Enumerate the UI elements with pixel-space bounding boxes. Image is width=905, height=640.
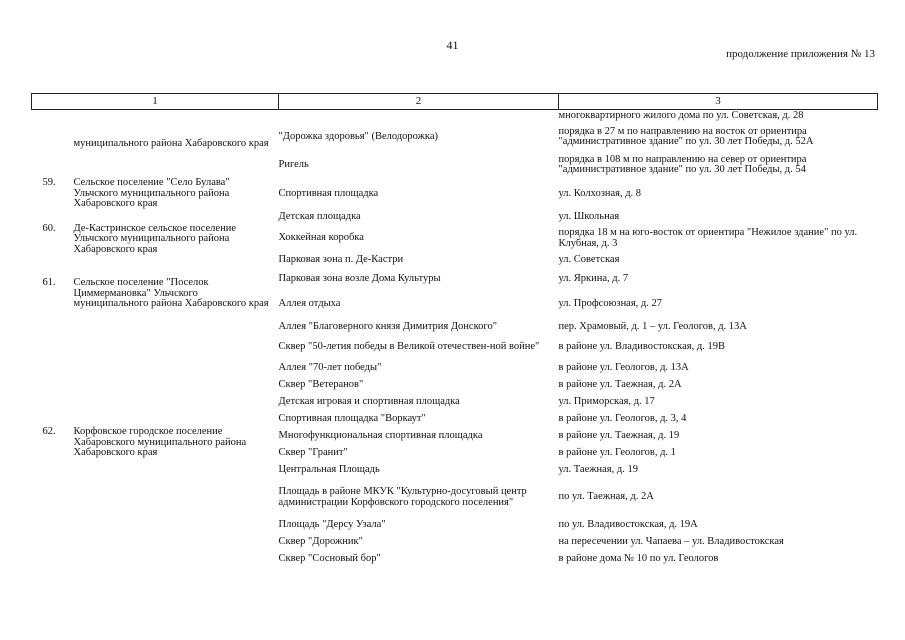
continuation-label: продолжение приложения № 13 <box>726 48 875 60</box>
settlement-name: Сельское поселение "Поселок Циммермановка" Ульчского муниципального района Хабаровского края <box>73 277 269 310</box>
row-number: 61. <box>42 277 56 289</box>
object-name: Спортивная площадка <box>278 187 379 199</box>
page-number: 41 <box>446 38 459 52</box>
object-address: ул. Профсоюзная, д. 27 <box>558 297 663 309</box>
object-address: ул. Школьная <box>558 211 620 223</box>
table-header-row <box>32 94 878 110</box>
object-name: Центральная Площадь <box>278 463 380 475</box>
object-address: в районе ул. Геологов, д. 13А <box>558 361 689 373</box>
object-address: по ул. Таежная, д. 2А <box>558 491 654 503</box>
object-name: Аллея "70-лет победы" <box>278 361 382 373</box>
object-address: в районе ул. Таежная, д. 2А <box>558 378 682 390</box>
table-row <box>32 319 878 336</box>
settlement-cell <box>32 110 279 179</box>
object-name: Ригель <box>278 158 309 170</box>
object-name: Сквер "Ветеранов" <box>278 378 364 390</box>
object-name: Детская площадка <box>278 211 361 223</box>
row-number: 59. <box>42 177 56 188</box>
settlement-name: Де-Кастринское сельское поселение Ульчского муниципального района Хабаровского края <box>73 222 236 255</box>
settlement-cell <box>32 270 279 319</box>
object-name: Парковая зона возле Дома Культуры <box>278 273 441 285</box>
object-address: на пересечении ул. Чапаева – ул. Владивостокская <box>558 535 784 547</box>
object-address: порядка в 27 м по направлению на восток от ориентира "административное здание" по ул. 30 лет Победы, д. 52А <box>558 125 814 147</box>
object-name: Детская игровая и спортивная площадка <box>278 395 460 407</box>
object-name: Площадь "Дерсу Узала" <box>278 518 386 530</box>
object-address: ул. Советская <box>558 254 620 266</box>
object-name: Аллея "Благоверного князя Димитрия Донского" <box>278 320 497 332</box>
object-name: Сквер "50-летия победы в Великой отечествен-ной войне" <box>278 341 540 353</box>
object-address: в районе ул. Геологов, д. 1 <box>558 446 676 458</box>
appendix-table <box>31 93 878 568</box>
object-address: по ул. Владивостокская, д. 19А <box>558 518 698 530</box>
table-row <box>32 210 878 226</box>
object-address: в районе дома № 10 по ул. Геологов <box>558 552 719 564</box>
object-name: Спортивная площадка "Воркаут" <box>278 412 426 424</box>
column-header: 1 <box>32 94 279 110</box>
object-name: Сквер "Дорожник" <box>278 535 363 547</box>
object-name: Хоккейная коробка <box>278 232 364 244</box>
object-name: Площадь в районе МКУК "Культурно-досуговый центр администрации Корфовского городского поселения" <box>278 486 527 508</box>
object-name: Многофункциональная спортивная площадка <box>278 429 483 441</box>
settlement-cell <box>32 210 279 270</box>
settlement-name: Сельское поселение "Село Булава" Ульчского муниципального района Хабаровского края <box>73 177 230 209</box>
object-address: в районе ул. Таежная, д. 19 <box>558 429 680 441</box>
table-row <box>32 270 878 290</box>
object-name <box>279 110 559 123</box>
object-name: Парковая зона п. Де-Кастри <box>278 254 404 266</box>
settlement-name: Корфовское городское поселение Хабаровского муниципального района Хабаровского края <box>73 426 247 459</box>
object-address: ул. Яркина, д. 7 <box>558 273 629 285</box>
column-header: 3 <box>559 94 878 110</box>
object-address: ул. Колхозная, д. 8 <box>558 187 642 199</box>
object-address: пер. Храмовый, д. 1 – ул. Геологов, д. 13А <box>558 320 747 332</box>
object-name: Аллея отдыха <box>278 297 341 309</box>
object-address: порядка 18 м на юго-восток от ориентира "Нежилое здание" по ул. Клубная, д. 3 <box>558 227 858 249</box>
row-number: 60. <box>42 222 56 234</box>
object-address: в районе ул. Геологов, д. 3, 4 <box>558 412 687 424</box>
object-name: Сквер "Сосновый бор" <box>278 552 381 564</box>
object-address: ул. Таежная, д. 19 <box>558 463 638 475</box>
settlement-cell <box>32 178 279 210</box>
column-header: 2 <box>279 94 559 110</box>
object-name: Сквер "Гранит" <box>278 446 348 458</box>
settlement-cell <box>32 319 279 568</box>
row-number: 62. <box>42 426 56 438</box>
object-address: порядка в 108 м по направлению на север от ориентира "административное здание" по ул. 30 лет Победы, д. 54 <box>558 153 807 175</box>
object-address: многоквартирного жилого дома по ул. Советская, д. 28 <box>558 109 804 121</box>
table-row <box>32 178 878 210</box>
object-address: ул. Приморская, д. 17 <box>558 395 655 407</box>
object-name: "Дорожка здоровья" (Велодорожка) <box>278 130 438 142</box>
settlement-name: муниципального района Хабаровского края <box>73 137 269 149</box>
object-address: в районе ул. Владивостокская, д. 19В <box>558 341 725 353</box>
table-row <box>32 110 878 123</box>
